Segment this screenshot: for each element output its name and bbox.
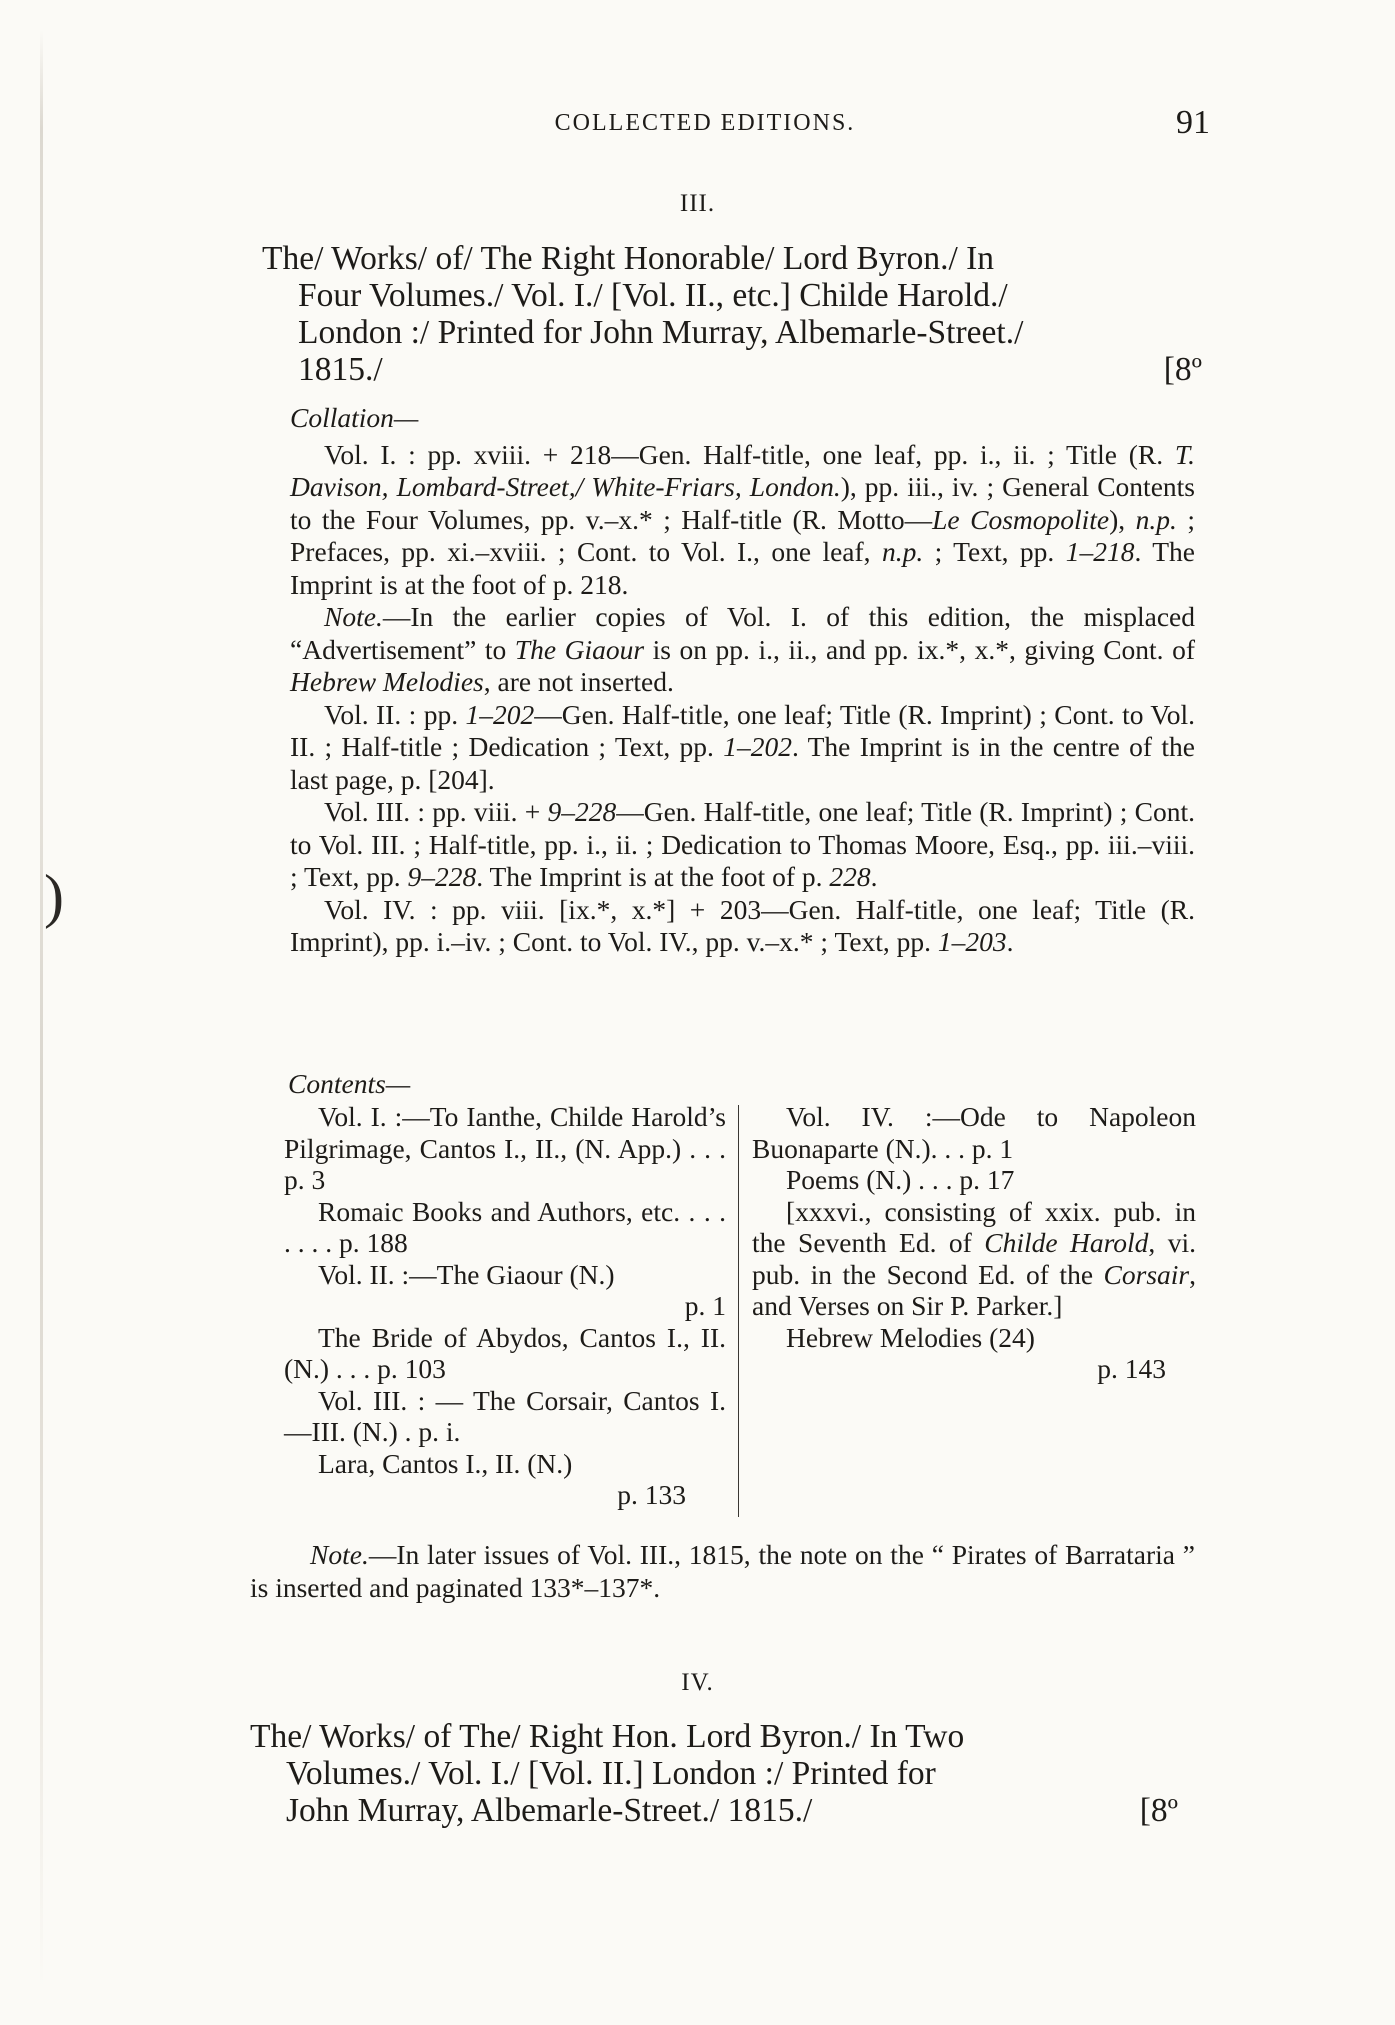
title-line: Four Volumes./ Vol. I./ [Vol. II., etc.] Childe Harold./ — [298, 277, 1008, 314]
title-imprint: John Murray, Albemarle-Street./ 1815./ — [286, 1792, 813, 1829]
format-mark: [8º — [1139, 1792, 1178, 1829]
title-line — [262, 351, 1202, 388]
column-divider — [738, 1105, 739, 1517]
margin-bracket-mark: ) — [44, 863, 64, 929]
page-number: 91 — [1176, 104, 1210, 141]
title-line: London :/ Printed for John Murray, Albemarle-Street./ — [298, 314, 1024, 351]
running-title: COLLECTED EDITIONS. — [554, 110, 856, 136]
contents-label-row — [288, 1068, 1193, 1105]
contents-entry: Vol. II. :—The Giaour (N.) — [318, 1258, 615, 1290]
format-mark: [8º — [1163, 351, 1202, 388]
title-entry-iii — [262, 240, 1202, 388]
contents-entry: Romaic Books and Authors, etc. . . . . . . . p. 188 — [284, 1195, 726, 1258]
collation-vol-i: Vol. I. : pp. xviii. + 218—Gen. Half-title, one leaf, pp. i., ii. ; Title (R. T. Davison, Lombard-Street,/ White-Friars, London.), pp. iii., iv. ; General Contents to the Four Volumes, pp. v.–x.* ; Half-title (R. Motto—Le Cosmopolite), n.p. ; Prefaces, pp. xi.–xviii. ; Cont. to Vol. I., one leaf, n.p. ; Text, pp. 1–218. The Imprint is at the foot of p. 218. — [290, 438, 1195, 600]
contents-entry-poems-note: [xxxvi., consisting of xxix. pub. in the Seventh Ed. of Childe Harold, vi. pub. in the Second Ed. of the Corsair, and Verses on Sir P. Parker.] — [752, 1195, 1196, 1321]
title-entry-iv — [250, 1718, 1178, 1829]
contents-left-column — [284, 1101, 726, 1511]
note-label: Note. — [310, 1539, 369, 1570]
collation-vol-iii: Vol. III. : pp. viii. + 9–228—Gen. Half-title, one leaf; Title (R. Imprint) ; Cont. to Vol. III. ; Half-title, pp. i., ii. ; Dedication to Thomas Moore, Esq., pp. iii.–viii. ; Text, pp. 9–228. The Imprint is at the foot of p. 228. — [290, 796, 1196, 892]
contents-page-ref: p. 133 — [617, 1479, 686, 1510]
contents-table — [284, 1101, 1196, 1519]
contents-entry: Hebrew Melodies (24) — [786, 1321, 1035, 1353]
contents-entry: Vol. I. :—To Ianthe, Childe Harold’s Pilgrimage, Cantos I., II., (N. App.) . . . p. 3 — [284, 1101, 726, 1195]
collation-vol-ii: Vol. II. : pp. 1–202—Gen. Half-title, one leaf; Title (R. Imprint) ; Cont. to Vol. II. ; Half-title ; Dedication ; Text, pp. 1–202. The Imprint is in the centre of the last page, p. [204]. — [290, 698, 1195, 795]
contents-entry: The Bride of Abydos, Cantos I., II. (N.) . . . p. 103 — [284, 1321, 726, 1384]
title-line: The/ Works/ of/ The Right Honorable/ Lord Byron./ In — [262, 240, 995, 277]
contents-right-column — [752, 1101, 1196, 1385]
title-line: Volumes./ Vol. I./ [Vol. II.] London :/ Printed for — [286, 1755, 936, 1792]
section-numeral-iv: IV. — [681, 1669, 714, 1696]
title-year: 1815./ — [298, 351, 383, 388]
contents-entry: Vol. III. : — The Corsair, Cantos I.—III. (N.) . p. i. — [284, 1384, 726, 1447]
title-line — [250, 1792, 1178, 1829]
title-line: The/ Works/ of The/ Right Hon. Lord Byron./ In Two — [250, 1718, 965, 1755]
collation-vol-iv: Vol. IV. : pp. viii. [ix.*, x.*] + 203—Gen. Half-title, one leaf; Title (R. Imprint), pp. i.–iv. ; Cont. to Vol. IV., pp. v.–x.* ; Text, pp. 1–203. — [290, 893, 1195, 957]
section-numeral-iii: III. — [679, 190, 716, 217]
contents-entry: Lara, Cantos I., II. (N.) — [318, 1447, 573, 1479]
contents-page-ref: p. 143 — [1097, 1353, 1166, 1384]
final-note — [250, 1539, 1195, 1604]
contents-page-ref: p. 1 — [684, 1290, 726, 1321]
running-head — [290, 104, 1210, 144]
note-text: —In later issues of Vol. III., 1815, the note on the “ Pirates of Barrataria ” is inserted and paginated 133*–137*. — [250, 1539, 1195, 1603]
collation-note: Note.—In the earlier copies of Vol. I. of this edition, the misplaced “Advertisement” to The Giaour is on pp. i., ii., and pp. ix.*, x.*, giving Cont. of Hebrew Melodies, are not inserted. — [290, 601, 1196, 697]
contents-label: Contents— — [288, 1068, 411, 1099]
contents-entry: Poems (N.) . . . p. 17 — [786, 1164, 1015, 1195]
contents-entry: Vol. IV. :—Ode to Napoleon Buonaparte (N.). . . p. 1 — [752, 1101, 1196, 1164]
collation-block — [290, 402, 1195, 959]
collation-label: Collation— — [290, 402, 419, 433]
